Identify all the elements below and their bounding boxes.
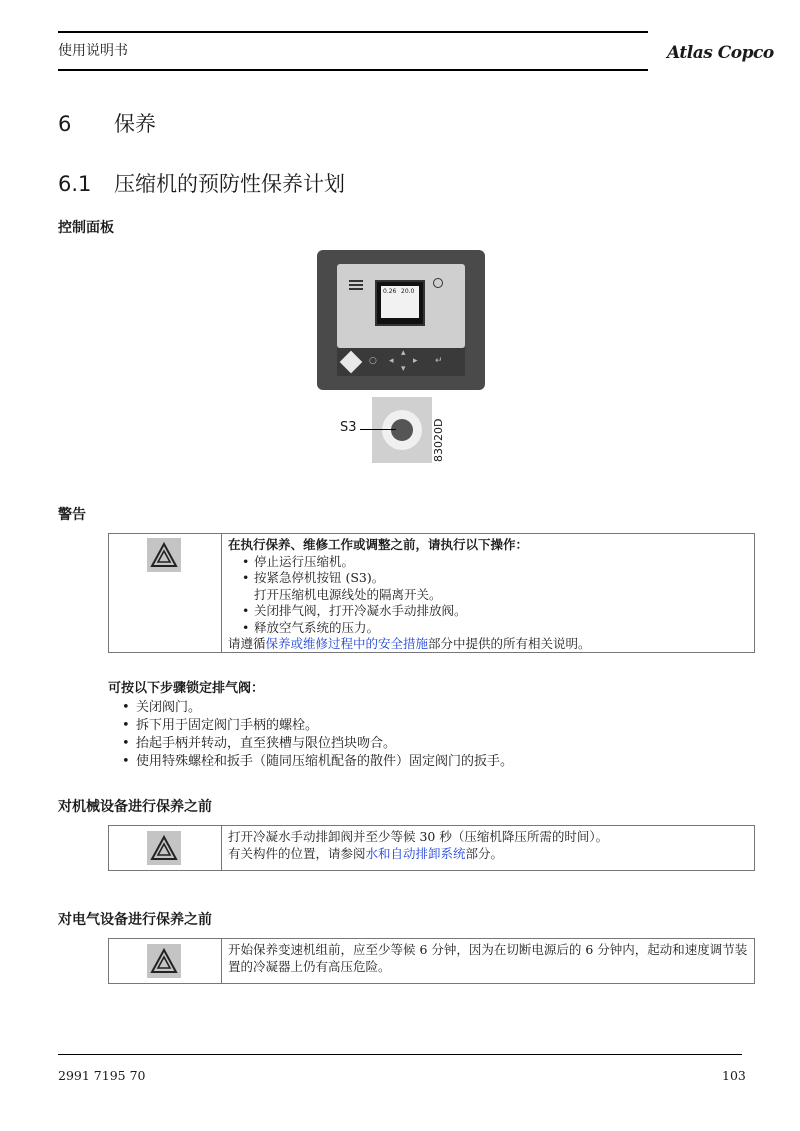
safety-precautions-link[interactable]: 保养或维修过程中的安全措施 [265,636,429,651]
warning-table [108,533,755,653]
warning-triangle-icon [147,831,181,865]
emergency-stop-button-icon [391,419,413,441]
s3-callout-line [360,429,396,430]
panel-display [375,280,425,326]
display-value-1: 0.26 [383,288,397,295]
emergency-stop-detail [372,397,432,463]
warning-triangle-icon [147,538,181,572]
display-value-2: 20.0 [401,288,415,295]
s3-callout-label: S3 [340,420,357,435]
down-arrow-icon: ▾ [401,364,406,374]
warning-item-continuation: 打开压缩机电源线处的隔离开关。 [254,586,442,602]
page-number: 103 [722,1068,746,1083]
enter-key-icon: ↵ [435,356,443,366]
mechanical-table [108,825,755,871]
manual-title: 使用说明书 [58,43,128,59]
chapter-title: 保养 [114,112,156,136]
warning-item: • 按紧急停机按钮 (S3)。 [254,570,591,587]
lock-valve-steps [122,699,513,771]
right-arrow-icon: ▸ [413,356,418,366]
warning-item: • 关闭排气阀，打开冷凝水手动排放阀。 [254,603,591,620]
panel-keypad [337,348,465,376]
electrical-text: 开始保养变速机组前，应至少等候 6 分钟，因为在切断电源后的 6 分钟内，起动和速度调节装置的冷凝器上仍有高压危险。 [228,942,748,974]
drain-system-link[interactable]: 水和自动排卸系统 [365,845,466,861]
panel-face [337,264,465,348]
figure-code: 83020D [432,418,445,462]
section-title: 压缩机的预防性保养计划 [114,172,345,196]
electrical-table [108,938,755,984]
section-number: 6.1 [58,172,92,196]
chapter-heading [58,108,156,138]
header-rule-top [58,31,648,33]
warning-item: • 释放空气系统的压力。 [254,620,591,637]
document-number: 2991 7195 70 [58,1068,146,1083]
warning-triangle-icon [147,944,181,978]
power-icon [433,278,443,288]
electrical-heading: 对电气设备进行保养之前 [58,912,212,928]
list-item: • 关闭阀门。 [122,699,513,717]
mechanical-heading: 对机械设备进行保养之前 [58,799,212,815]
list-item: • 使用特殊螺栓和扳手（随同压缩机配备的散件）固定阀门的扳手。 [122,753,513,771]
warning-intro: 在执行保养、维修工作或调整之前，请执行以下操作： [228,537,529,552]
header-rule-bottom [58,69,648,71]
chapter-number: 6 [58,112,72,136]
control-panel-heading: 控制面板 [58,220,114,236]
lock-valve-heading: 可按以下步骤锁定排气阀： [108,681,265,696]
up-arrow-icon: ▴ [401,348,406,358]
left-arrow-icon: ◂ [389,356,394,366]
warning-text [222,534,597,652]
control-panel-figure [317,250,485,390]
start-key-icon [340,351,363,374]
warning-item: • 停止运行压缩机。 [254,554,591,571]
list-item: • 拆下用于固定阀门手柄的螺栓。 [122,717,513,735]
warning-note: 请遵循保养或维修过程中的安全措施部分中提供的所有相关说明。 [228,636,591,651]
warning-heading: 警告 [58,507,86,523]
list-item: • 抬起手柄并转动，直至狭槽与限位挡块吻合。 [122,735,513,753]
section-heading [58,168,345,198]
footer-rule [58,1054,742,1055]
atlas-copco-logo: Atlas Copco [667,43,774,63]
mechanical-text: 打开冷凝水手动排卸阀并至少等候 30 秒（压缩机降压所需的时间）。 有关构件的位置，请参阅水和自动排卸系统部分。 [228,829,609,861]
stop-key-icon: ○ [369,356,377,366]
